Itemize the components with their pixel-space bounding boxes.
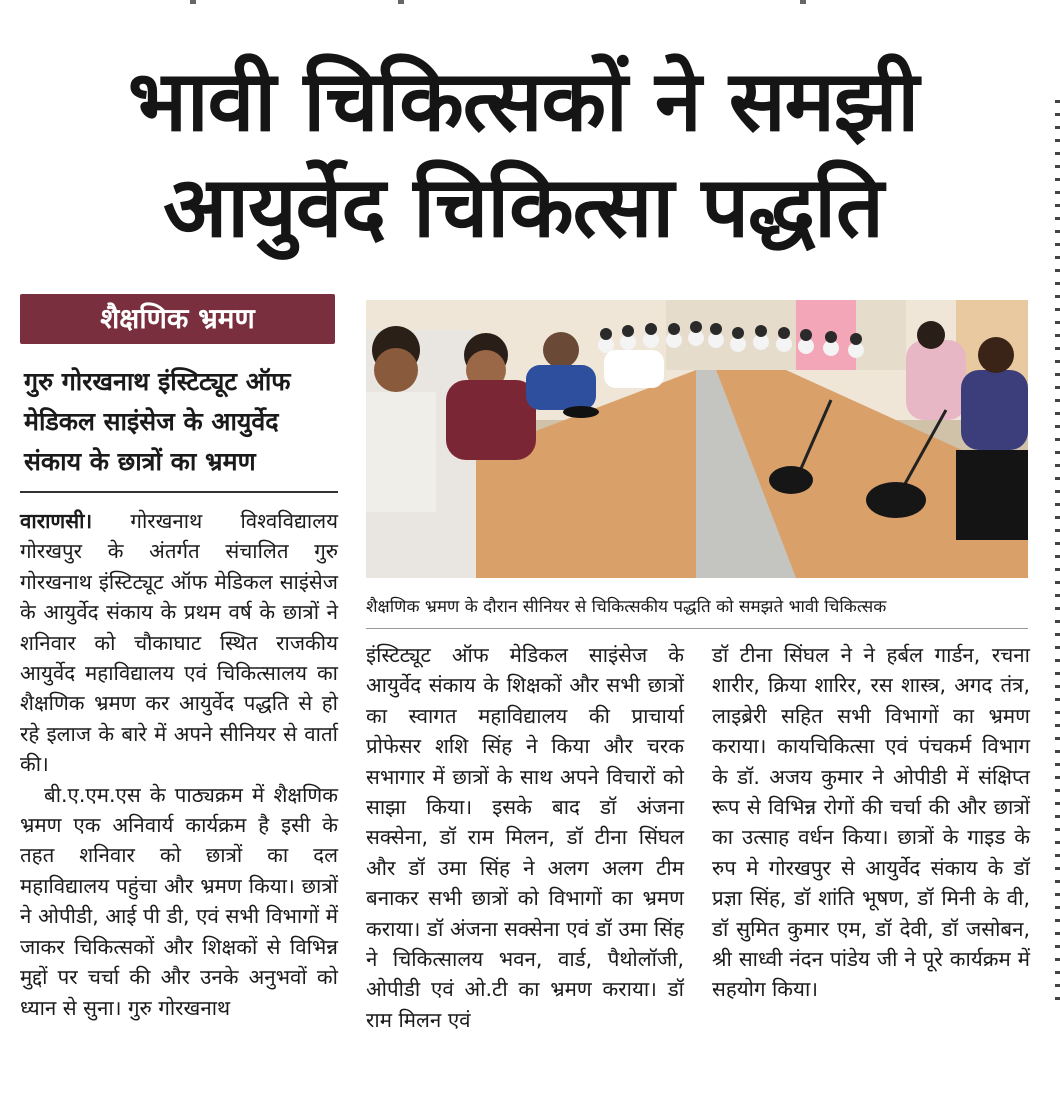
article-column-2-text: इंस्टिट्यूट ऑफ मेडिकल साइंसेज के आयुर्वेद संकाय के शिक्षकों और सभी छात्रों का स्वागत महाविद्यालय की प्राचार्या प्रोफेसर शशि सिंह ने किया और चरक सभागार में छात्रों के साथ अपने विचारों को साझा किया। इसके बाद डॉ अंजना सक्सेना, डॉ राम मिलन, डॉ टीना सिंघल और डॉ उमा सिंह ने अलग अलग टीम बनाकर सभी छात्रों को विभागों का भ्रमण कराया। डॉ अंजना सक्सेना एवं डॉ उमा सिंह ने चिकित्सालय भवन, वार्ड, पैथोलॉजी, ओपीडी एवं ओ.टी का भ्रमण कराया। डॉ राम मिलन एवं [366, 643, 684, 1032]
article-column-2 [366, 640, 684, 1035]
article-column-3-text: डॉ टीना सिंघल ने ने हर्बल गार्डन, रचना शारीर, क्रिया शारिर, रस शास्त्र, अगद तंत्र, लाइब्रेरी सहित सभी विभागों का भ्रमण कराया। कायचिकित्सा एवं पंचकर्म विभाग के डॉ. अजय कुमार ने ओपीडी में संक्षिप्त रूप से विभिन्न रोगों की चर्चा की और छात्रों का उत्साह वर्धन किया। छात्रों के गाइड के रुप मे गोरखपुर से आयुर्वेद संकाय के डॉ प्रज्ञा सिंह, डॉ शांति भूषण, डॉ मिनी के वी, डॉ सुमित कुमार एम, डॉ देवी, डॉ जसोबन, श्री साध्वी नंदन पांडेय जी ने पूरे कार्यक्रम में सहयोग किया। [712, 643, 1030, 1002]
article-paragraph-2: बी.ए.एम.एस के पाठ्यक्रम में शैक्षणिक भ्रमण एक अनिवार्य कार्यक्रम है इसी के तहत शनिवार को छात्रों का दल महाविद्यालय पहुंचा और भ्रमण किया। छात्रों ने ओपीडी, आई पी डी, एवं सभी विभागों में जाकर चिकित्सकों और शिक्षकों से विभिन्न मुद्दों पर चर्चा की और उनके अनुभवों को ध्यान से सुना। गुरु गोरखनाथ [20, 782, 338, 1020]
article-paragraph-1 [20, 506, 338, 780]
section-tag: शैक्षणिक भ्रमण [20, 294, 335, 344]
adjacent-column-edge [1052, 90, 1060, 1110]
article-paragraph-1-text: गोरखनाथ विश्वविद्यालय गोरखपुर के अंतर्गत संचालित गुरु गोरखनाथ इंस्टिट्यूट ऑफ मेडिकल साइंसेज के आयुर्वेद संकाय के प्रथम वर्ष के छात्रों ने शनिवार को चौकाघाट स्थित राजकीय आयुर्वेद महाविद्यालय एवं चिकित्सालय का शैक्षणिक भ्रमण कर आयुर्वेद पद्धति से हो रहे इलाज के बारे में अपने सीनियर से वार्ता की। [20, 509, 338, 777]
article-column-3 [712, 640, 1030, 1005]
photo-caption: शैक्षणिक भ्रमण के दौरान सीनियर से चिकित्सकीय पद्धति को समझते भावी चिकित्सक [366, 597, 887, 617]
subhead-divider [20, 491, 338, 493]
headline-line-1: भावी चिकित्सकों ने समझी [127, 52, 919, 150]
article-column-1 [20, 506, 338, 1023]
headline [18, 48, 1028, 260]
clipped-previous-text [0, 0, 1060, 6]
photo-illustration [366, 300, 1028, 578]
dateline: वाराणसी। [20, 509, 93, 533]
headline-line-2: आयुर्वेद चिकित्सा पद्धति [163, 158, 883, 256]
caption-divider [366, 628, 1028, 629]
subheadline: गुरु गोरखनाथ इंस्टिट्यूट ऑफ मेडिकल साइंसेज के आयुर्वेद संकाय के छात्रों का भ्रमण [24, 367, 291, 476]
news-photo [366, 300, 1028, 578]
